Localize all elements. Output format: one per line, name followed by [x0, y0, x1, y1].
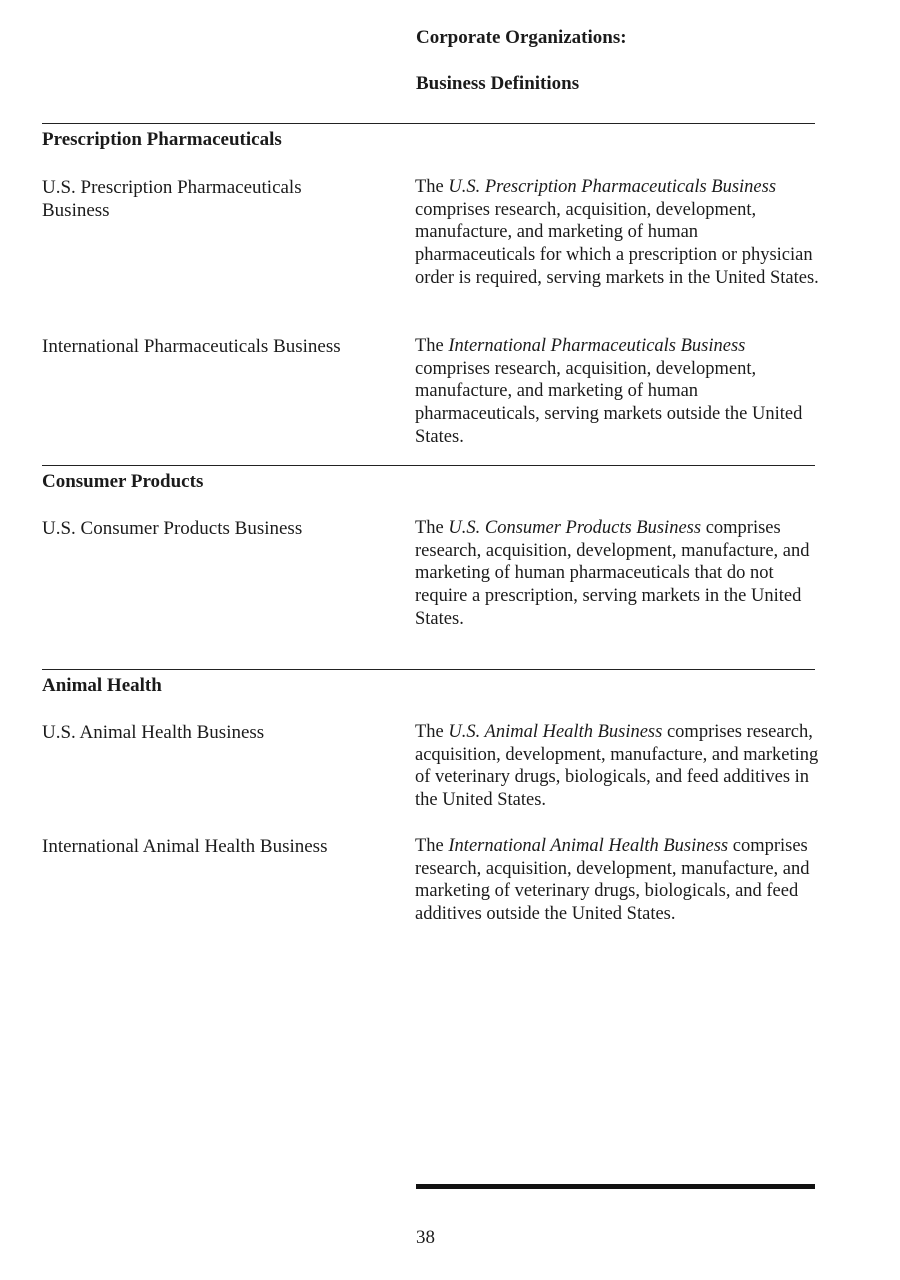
page-number: 38	[416, 1227, 435, 1248]
business-definition: The U.S. Consumer Products Business comprises research, acquisition, development, manufacture, and marketing of human pharmaceuticals that do not require a prescription, serving markets in the United States.	[415, 518, 810, 629]
business-name: U.S. Prescription Pharmaceuticals Business	[42, 177, 302, 221]
section-title: Animal Health	[42, 675, 162, 696]
page-title: Corporate Organizations:	[416, 27, 627, 48]
business-definition: The U.S. Animal Health Business comprises research, acquisition, development, manufacture, and marketing of veterinary drugs, biologicals, and feed additives in the United States.	[415, 722, 819, 811]
business-definition: The U.S. Prescription Pharmaceuticals Business comprises research, acquisition, development, manufacture, and marketing of human pharmaceuticals for which a prescription or physician order is required, serving markets in the United States.	[415, 177, 819, 288]
definition-entry	[42, 517, 815, 637]
business-name: U.S. Animal Health Business	[42, 722, 265, 743]
page-subtitle: Business Definitions	[416, 73, 580, 94]
business-name: U.S. Consumer Products Business	[42, 518, 303, 539]
section-title: Consumer Products	[42, 471, 204, 492]
business-name: International Pharmaceuticals Business	[42, 336, 341, 357]
definition-entry	[42, 335, 815, 447]
business-name: International Animal Health Business	[42, 836, 328, 857]
page-header	[416, 26, 836, 96]
section-prescription-pharmaceuticals	[42, 123, 819, 454]
business-definition: The International Pharmaceuticals Business comprises research, acquisition, development, manufacture, and marketing of human pharmaceuticals, serving markets outside the United States.	[415, 336, 803, 447]
definition-entry	[42, 176, 819, 316]
section-title: Prescription Pharmaceuticals	[42, 129, 282, 150]
section-animal-health	[42, 669, 819, 970]
definition-entry	[42, 721, 819, 821]
footer-rule	[416, 1184, 815, 1189]
business-definition: The International Animal Health Business comprises research, acquisition, development, manufacture, and marketing of veterinary drugs, biologicals, and feed additives outside the United States.	[415, 836, 810, 925]
section-consumer-products	[42, 465, 815, 656]
definition-entry	[42, 835, 815, 955]
